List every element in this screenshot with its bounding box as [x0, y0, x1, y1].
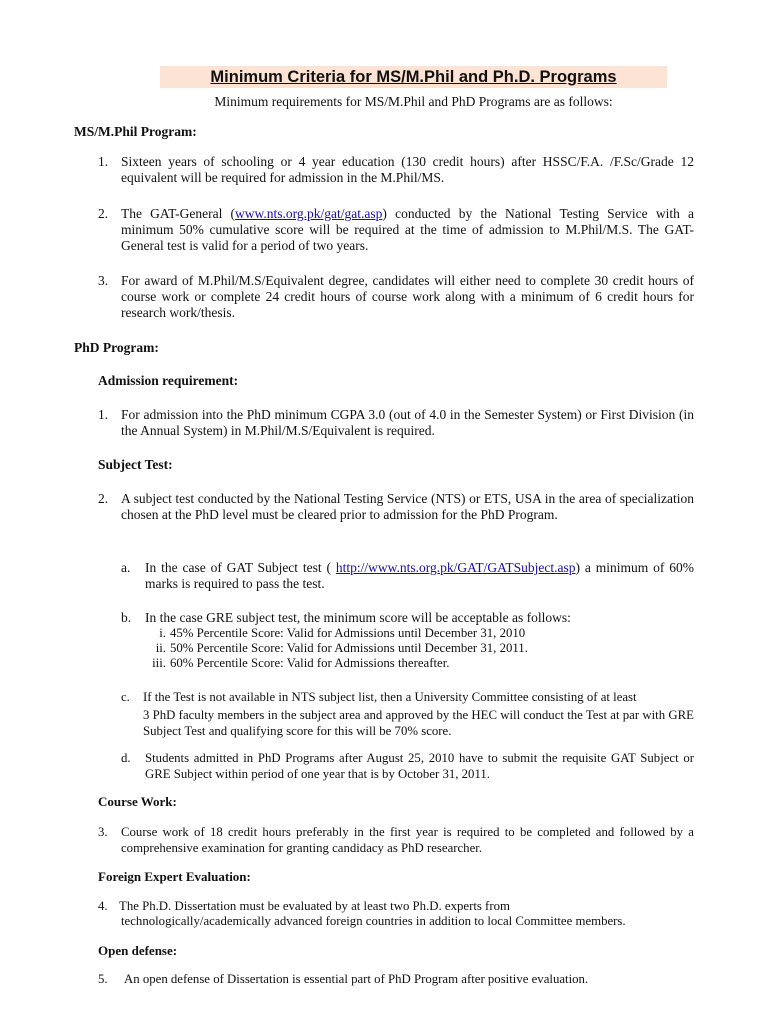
subitem-i-number: i.	[159, 626, 166, 640]
phd-item-1-number: 1.	[98, 407, 109, 422]
phd-item-4-number: 4.	[98, 899, 108, 913]
phd-item-4-line2: technologically/academically advanced foreign countries in addition to local Committee members.	[121, 914, 626, 928]
item-c-rest: 3 PhD faculty members in the subject area and approved by the HEC will conduct the Test at par with GRE Subject Test and qualifying score for this will be 70% score.	[143, 708, 694, 738]
item-c-label: c.	[121, 690, 130, 704]
subitem-ii-text: 50% Percentile Score: Valid for Admissions until December 31, 2011.	[170, 641, 528, 655]
ms-heading: MS/M.Phil Program:	[74, 124, 197, 139]
phd-item-2-text: A subject test conducted by the National Testing Service (NTS) or ETS, USA in the area of specialization chosen at the PhD level must be cleared prior to admission for the PhD Program.	[121, 491, 694, 522]
ms-item-1-number: 1.	[98, 154, 109, 169]
item-d-text: Students admitted in PhD Programs after August 25, 2010 have to submit the requisite GAT Subject or GRE Subject within period of one year that is by October 31, 2011.	[145, 751, 694, 781]
ms-item-3-text: For award of M.Phil/M.S/Equivalent degree, candidates will either need to complete 30 credit hours of course work or complete 24 credit hours of course work along with a minimum of 6 credit hours for research work/thesis.	[121, 273, 694, 320]
item-a-label: a.	[121, 560, 131, 575]
gat-subject-link[interactable]: http://www.nts.org.pk/GAT/GATSubject.asp	[335, 560, 576, 575]
phd-item-2-number: 2.	[98, 491, 109, 506]
page-title: Minimum Criteria for MS/M.Phil and Ph.D. Programs	[210, 68, 617, 86]
course-work-heading: Course Work:	[98, 794, 177, 809]
ms-item-2-number: 2.	[98, 206, 109, 221]
ms-item-3-number: 3.	[98, 273, 109, 288]
open-defense-heading: Open defense:	[98, 943, 178, 958]
item-b-text: In the case GRE subject test, the minimum score will be acceptable as follows:	[145, 610, 571, 625]
subitem-iii-number: iii.	[152, 656, 166, 670]
phd-item-5-text: An open defense of Dissertation is essential part of PhD Program after positive evaluation.	[124, 972, 589, 986]
phd-item-5-number: 5.	[98, 972, 108, 986]
item-c-line1: If the Test is not available in NTS subject list, then a University Committee consisting of at least	[143, 690, 637, 704]
admission-heading: Admission requirement:	[98, 373, 239, 388]
subitem-iii-text: 60% Percentile Score: Valid for Admissions thereafter.	[170, 656, 450, 670]
phd-item-3-number: 3.	[98, 825, 108, 839]
item-b-label: b.	[121, 610, 132, 625]
subitem-i-text: 45% Percentile Score: Valid for Admissions until December 31, 2010	[170, 626, 526, 640]
phd-item-1-text: For admission into the PhD minimum CGPA 3.0 (out of 4.0 in the Semester System) or First Division (in the Annual System) in M.Phil/M.S/Equivalent is required.	[121, 407, 694, 438]
item-d-label: d.	[121, 751, 131, 765]
ms-item-1-text: Sixteen years of schooling or 4 year education (130 credit hours) after HSSC/F.A. /F.Sc/Grade 12 equivalent will be required for admission in the M.Phil/MS.	[121, 154, 694, 185]
phd-heading: PhD Program:	[74, 340, 159, 355]
phd-item-3-text: Course work of 18 credit hours preferably in the first year is required to be completed and followed by a comprehensive examination for granting candidacy as PhD researcher.	[121, 825, 694, 855]
page-subtitle: Minimum requirements for MS/M.Phil and PhD Programs are as follows:	[214, 94, 613, 109]
item-a-text: In the case of GAT Subject test ( http://www.nts.org.pk/GAT/GATSubject.asp) a minimum of 60% marks is required to pass the test.	[145, 560, 694, 591]
gat-general-link[interactable]: www.nts.org.pk/gat/gat.asp	[235, 206, 383, 221]
subject-test-heading: Subject Test:	[98, 457, 173, 472]
subitem-ii-number: ii.	[155, 641, 166, 655]
ms-item-2-text: The GAT-General (www.nts.org.pk/gat/gat.asp) conducted by the National Testing Service with a minimum 50% cumulative score will be required at the time of admission to M.Phil/M.S. The GAT-General test is valid for a period of two years.	[121, 206, 694, 253]
foreign-expert-heading: Foreign Expert Evaluation:	[98, 869, 251, 884]
phd-item-4-line1: The Ph.D. Dissertation must be evaluated by at least two Ph.D. experts from	[119, 899, 510, 913]
